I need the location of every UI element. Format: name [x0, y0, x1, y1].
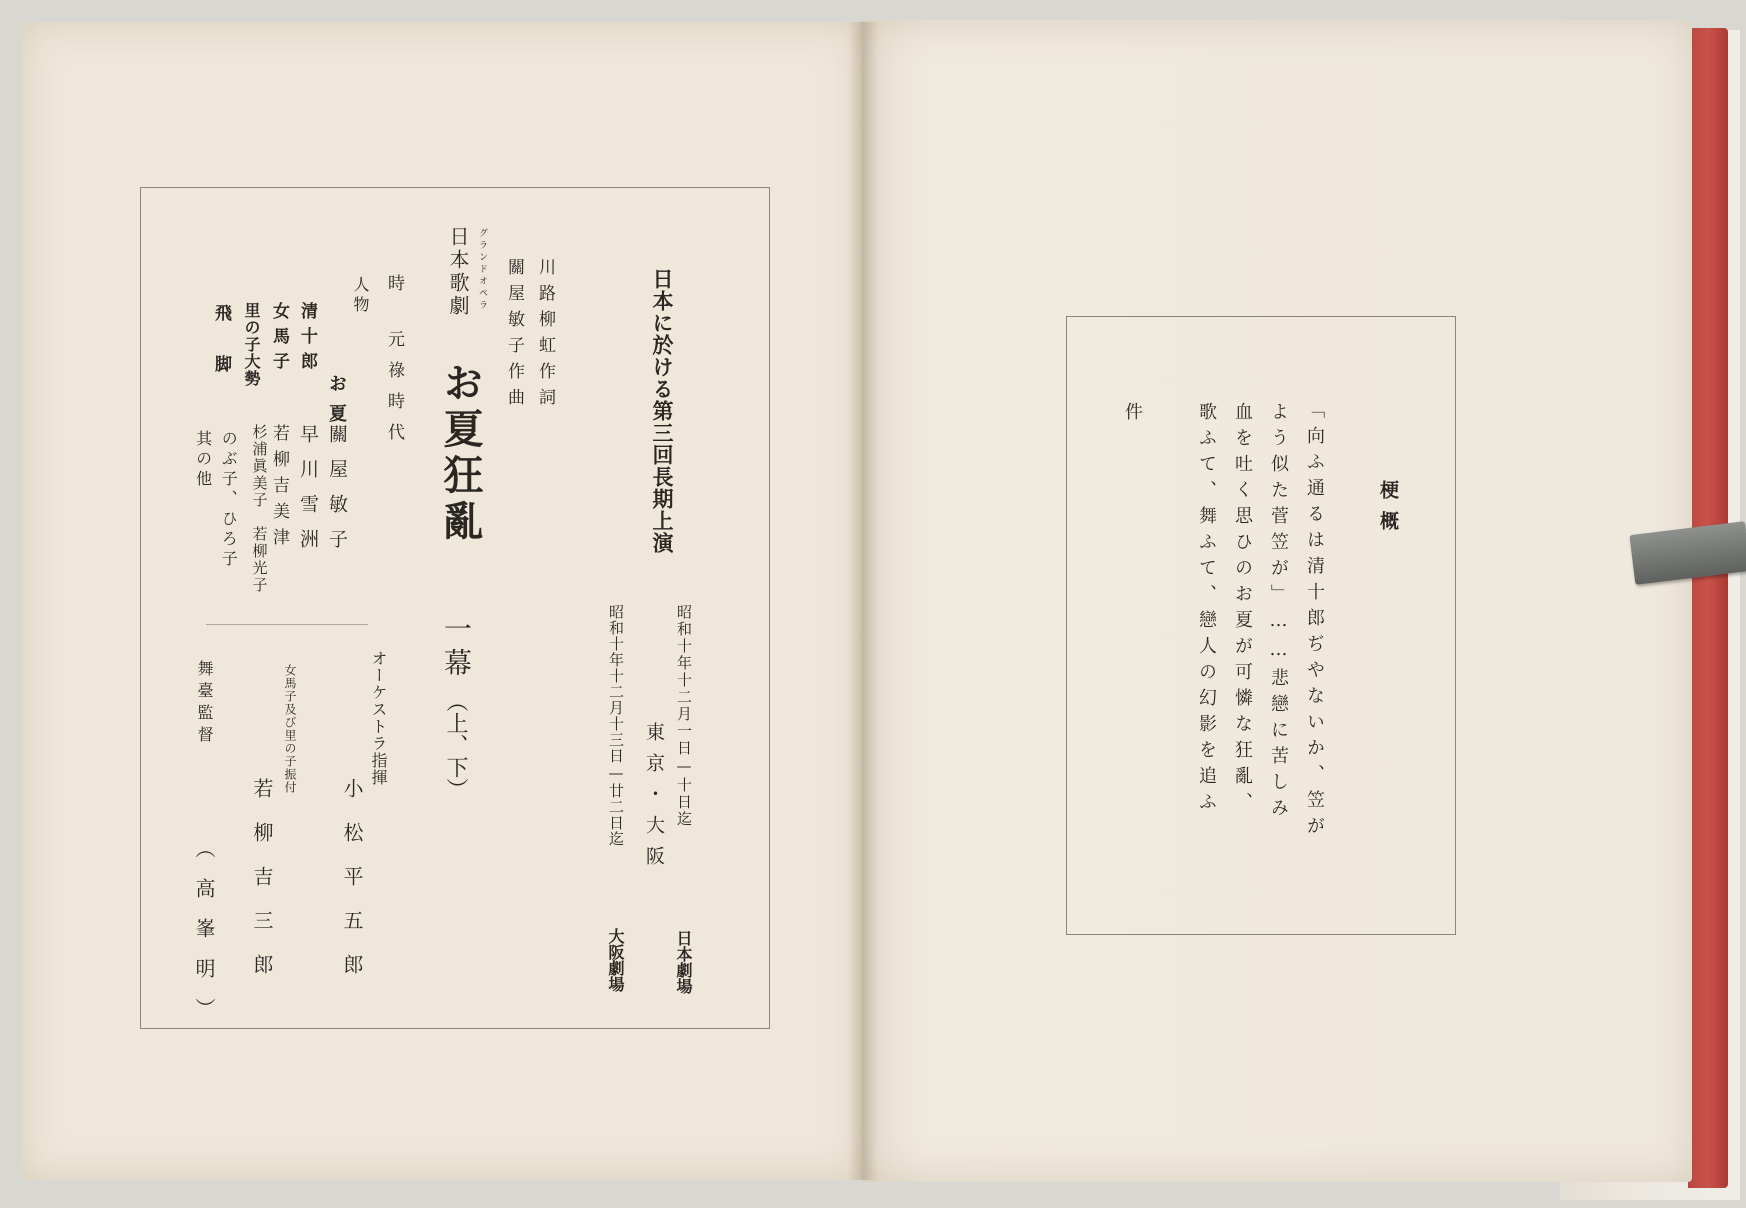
character-actor: 早川雪洲 [297, 424, 319, 564]
synopsis-line: よう似た菅笠が」……悲戀に苦しみ [1268, 402, 1289, 824]
performance-heading: 日本に於ける第三回長期上演 [650, 268, 675, 554]
character-actor: 若柳吉美津 [269, 424, 289, 554]
genre: 日本歌劇 [446, 226, 470, 318]
choreographer: 若柳吉三郎 [250, 778, 274, 998]
character-actor: 杉浦眞美子 若柳光子 [250, 424, 269, 594]
character-role: 飛脚 [211, 304, 231, 406]
dates-tokyo: 昭和十年十二月一日—十日迄 [675, 604, 693, 828]
synopsis-line: 件 [1122, 402, 1143, 428]
composer: 關屋敏子作曲 [504, 258, 524, 414]
acts: 一幕 [440, 614, 473, 682]
synopsis-line: 血を吐く思ひのお夏が可憐な狂亂、 [1232, 402, 1253, 818]
synopsis-heading: 梗概 [1377, 480, 1399, 542]
character-actor: 關屋敏子 [326, 424, 348, 564]
director-label: 舞臺監督 [195, 660, 214, 748]
character-role: 里の子大勢 [242, 302, 261, 387]
title: お夏狂亂 [437, 362, 484, 546]
synopsis-line: 歌ふて、舞ふて、戀人の幻影を追ふ [1196, 402, 1217, 818]
character-role: お夏 [326, 374, 347, 434]
character-actor: のぶ子、ひろ子 其の他 [193, 430, 239, 590]
genre-ruby: グランドオペラ [477, 228, 487, 312]
book-cover-edge [1688, 28, 1728, 1188]
era-value: 元祿時代 [384, 330, 404, 454]
city: 東京・大阪 [643, 722, 665, 877]
characters-label: 人物 [351, 276, 370, 316]
character-role: 清十郎 [297, 302, 317, 377]
venue-tokyo: 日本劇場 [674, 930, 693, 994]
character-role: 女馬子 [269, 302, 289, 377]
venue-osaka: 大阪劇場 [606, 928, 625, 992]
choreographer-label: 女馬子及び里の子振付 [283, 664, 297, 794]
era-label: 時 [384, 274, 404, 291]
director: （高峯明） [192, 838, 216, 1038]
conductor-label: オーケストラ指揮 [369, 650, 388, 786]
synopsis-line: 「向ふ通るは清十郎ぢやないか、笠が [1304, 400, 1325, 842]
dates-osaka: 昭和十年十二月十三日—廿二日迄 [607, 604, 625, 847]
lyricist: 川路柳虹作詞 [535, 258, 555, 414]
acts-note: （上、下） [443, 690, 468, 800]
conductor: 小松平五郎 [340, 778, 364, 998]
section-divider [206, 624, 368, 625]
book-gutter [848, 22, 878, 1180]
